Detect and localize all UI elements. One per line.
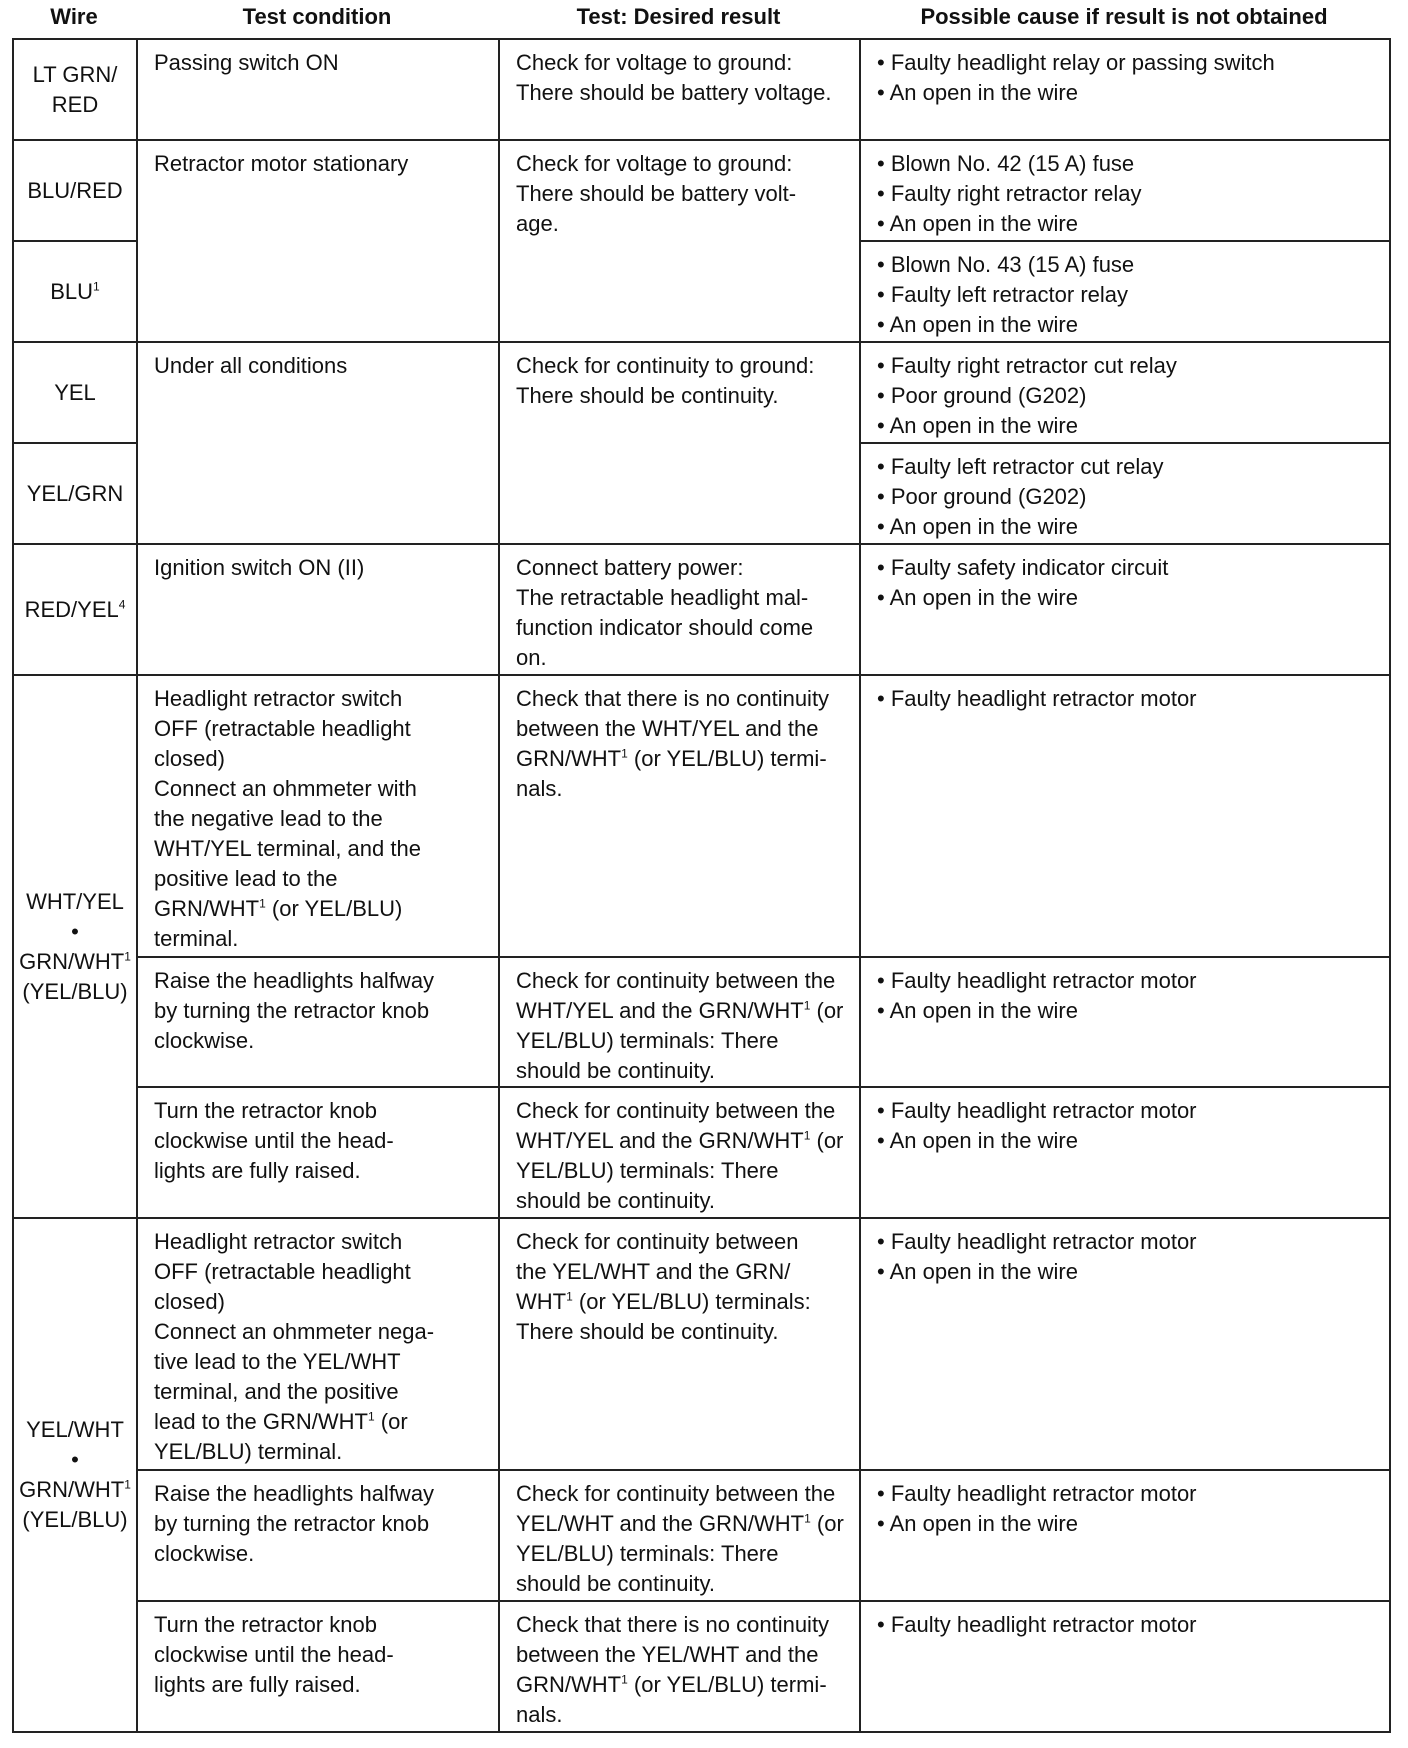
cause-cell: • Faulty headlight retractor motor [860,1601,1390,1732]
table-row [13,39,1390,140]
table-row [13,957,1390,1087]
wire-cell: LT GRN/ RED [13,39,137,140]
wire-cell: BLU$^1$ [13,241,137,342]
table-header-row [12,0,1389,34]
result-cell: Check for continuity between the WHT/YEL and the GRN/WHT$^1$ (or YEL/BLU) terminals: There should be continuity. [499,1087,860,1218]
condition-cell: Turn the retractor knob clockwise until the head- lights are fully raised. [137,1087,499,1218]
condition-cell: Raise the headlights halfway by turning the retractor knob clockwise. [137,957,499,1087]
condition-cell: Headlight retractor switch OFF (retractable headlight closed) Connect an ohmmeter with the negative lead to the WHT/YEL terminal, and the positive lead to the GRN/WHT$^1$ (or YEL/BLU) terminal. [137,675,499,957]
header-desired-result: Test: Desired result [576,4,781,29]
header-wire: Wire [50,4,98,29]
result-cell: Check that there is no continuity between the WHT/YEL and the GRN/WHT$^1$ (or YEL/BLU) termi- nals. [499,675,860,957]
wire-cell: BLU/RED [13,140,137,241]
condition-cell: Turn the retractor knob clockwise until the head- lights are fully raised. [137,1601,499,1732]
table-row [13,1218,1390,1470]
table-row [13,544,1390,675]
wire-cell: WHT/YEL • GRN/WHT$^1$ (YEL/BLU) [13,675,137,1218]
table-row [13,675,1390,957]
cause-cell: • Faulty headlight relay or passing switch • An open in the wire [860,39,1390,140]
header-test-condition: Test condition [242,4,392,29]
result-cell: Check for voltage to ground: There should be battery voltage. [499,39,860,140]
table-row [13,342,1390,443]
result-cell: Connect battery power: The retractable headlight mal- function indicator should come on. [499,544,860,675]
cause-cell: • Blown No. 43 (15 A) fuse • Faulty left retractor relay • An open in the wire [860,241,1390,342]
cause-cell: • Faulty headlight retractor motor • An open in the wire [860,1087,1390,1218]
table-row [13,140,1390,241]
result-cell: Check that there is no continuity between the YEL/WHT and the GRN/WHT$^1$ (or YEL/BLU) termi- nals. [499,1601,860,1732]
result-cell: Check for continuity to ground: There should be continuity. [499,342,860,544]
condition-cell: Under all conditions [137,342,499,544]
condition-cell: Raise the headlights halfway by turning the retractor knob clockwise. [137,1470,499,1601]
result-cell: Check for voltage to ground: There should be battery volt- age. [499,140,860,342]
header-possible-cause: Possible cause if result is not obtained [920,4,1328,29]
condition-cell: Headlight retractor switch OFF (retractable headlight closed) Connect an ohmmeter nega- tive lead to the YEL/WHT terminal, and the positive lead to the GRN/WHT$^1$ (or YEL/BLU) terminal. [137,1218,499,1470]
result-cell: Check for continuity between the YEL/WHT and the GRN/WHT$^1$ (or YEL/BLU) terminals: There should be continuity. [499,1470,860,1601]
wire-cell: RED/YEL$^4$ [13,544,137,675]
wire-cell: YEL [13,342,137,443]
wire-cell: YEL/GRN [13,443,137,544]
cause-cell: • Faulty headlight retractor motor • An open in the wire [860,1470,1390,1601]
table-row [13,1087,1390,1218]
condition-cell: Ignition switch ON (II) [137,544,499,675]
cause-cell: • Faulty headlight retractor motor [860,675,1390,957]
table-row [13,1470,1390,1601]
result-cell: Check for continuity between the YEL/WHT and the GRN/ WHT$^1$ (or YEL/BLU) terminals: There should be continuity. [499,1218,860,1470]
cause-cell: • Faulty headlight retractor motor • An open in the wire [860,1218,1390,1470]
condition-cell: Passing switch ON [137,39,499,140]
cause-cell: • Blown No. 42 (15 A) fuse • Faulty right retractor relay • An open in the wire [860,140,1390,241]
cause-cell: • Faulty left retractor cut relay • Poor ground (G202) • An open in the wire [860,443,1390,544]
condition-cell: Retractor motor stationary [137,140,499,342]
result-cell: Check for continuity between the WHT/YEL and the GRN/WHT$^1$ (or YEL/BLU) terminals: There should be continuity. [499,957,860,1087]
cause-cell: • Faulty headlight retractor motor • An open in the wire [860,957,1390,1087]
table-row [13,1601,1390,1732]
cause-cell: • Faulty safety indicator circuit • An open in the wire [860,544,1390,675]
wire-cell: YEL/WHT • GRN/WHT$^1$ (YEL/BLU) [13,1218,137,1732]
cause-cell: • Faulty right retractor cut relay • Poor ground (G202) • An open in the wire [860,342,1390,443]
wire-test-table [12,38,1391,1733]
